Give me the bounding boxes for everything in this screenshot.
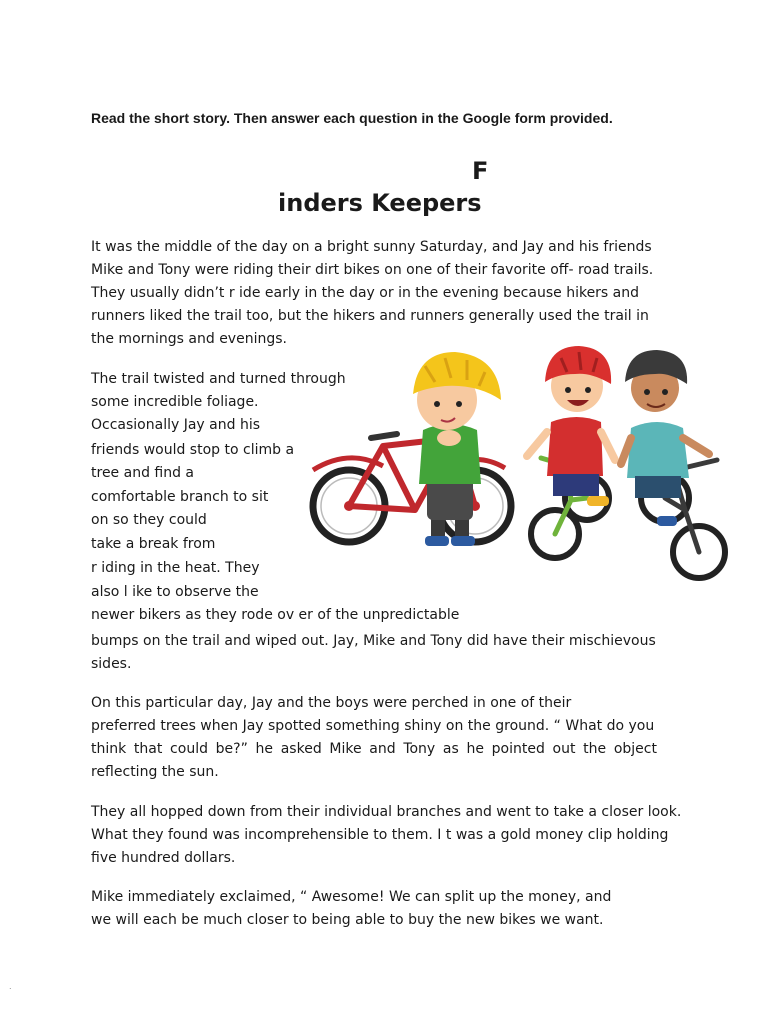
story-line: r iding in the heat. They [91, 560, 260, 576]
story-line: What they found was incomprehensible to them. I t was a gold money clip holding [91, 827, 669, 843]
story-line: reflecting the sun. [91, 764, 219, 780]
kids-bikes-illustration [305, 338, 745, 598]
story-line: It was the middle of the day on a bright sunny Saturday, and Jay and his friends [91, 239, 652, 255]
story-line: tree and find a [91, 465, 195, 481]
story-line: five hundred dollars. [91, 850, 236, 866]
story-line: we will each be much closer to being able to buy the new bikes we want. [91, 912, 604, 928]
story-line: take a break from [91, 536, 216, 552]
story-line: newer bikers as they rode ov er of the unpredictable [91, 607, 460, 623]
corner-mark: . [9, 982, 12, 991]
story-line: comfortable branch to sit [91, 489, 269, 505]
story-line: On this particular day, Jay and the boys were perched in one of their [91, 695, 572, 711]
story-line: also l ike to observe the [91, 584, 259, 600]
story-line: They usually didn’t r ide early in the day or in the evening because hikers and [91, 285, 640, 301]
story-line: the mornings and evenings. [91, 331, 287, 347]
story-line: some incredible foliage. [91, 394, 259, 410]
story-line: think that could be?” he asked Mike and Tony as he pointed out the object [91, 741, 657, 757]
story-line: Mike and Tony were riding their dirt bikes on one of their favorite off- road trails. [91, 262, 654, 278]
story-line: runners liked the trail too, but the hikers and runners generally used the trail in [91, 308, 649, 324]
story-line: The trail twisted and turned through [91, 371, 346, 387]
instructions: Read the short story. Then answer each question in the Google form provided. [91, 110, 613, 126]
story-line: Occasionally Jay and his [91, 417, 260, 433]
story-line: preferred trees when Jay spotted something shiny on the ground. “ What do you [91, 718, 655, 734]
story-title: inders Keepers [278, 189, 482, 217]
title-dropcap: F [472, 157, 489, 185]
story-line: friends would stop to climb a [91, 442, 295, 458]
red-bicycle [313, 388, 511, 542]
story-line: They all hopped down from their individual branches and went to take a closer look. [91, 804, 682, 820]
boy-yellow-helmet [413, 352, 501, 546]
story-line: sides. [91, 656, 132, 672]
story-line: Mike immediately exclaimed, “ Awesome! We can split up the money, and [91, 889, 612, 905]
story-line: on so they could [91, 512, 207, 528]
story-line: bumps on the trail and wiped out. Jay, Mike and Tony did have their mischievous [91, 633, 656, 649]
